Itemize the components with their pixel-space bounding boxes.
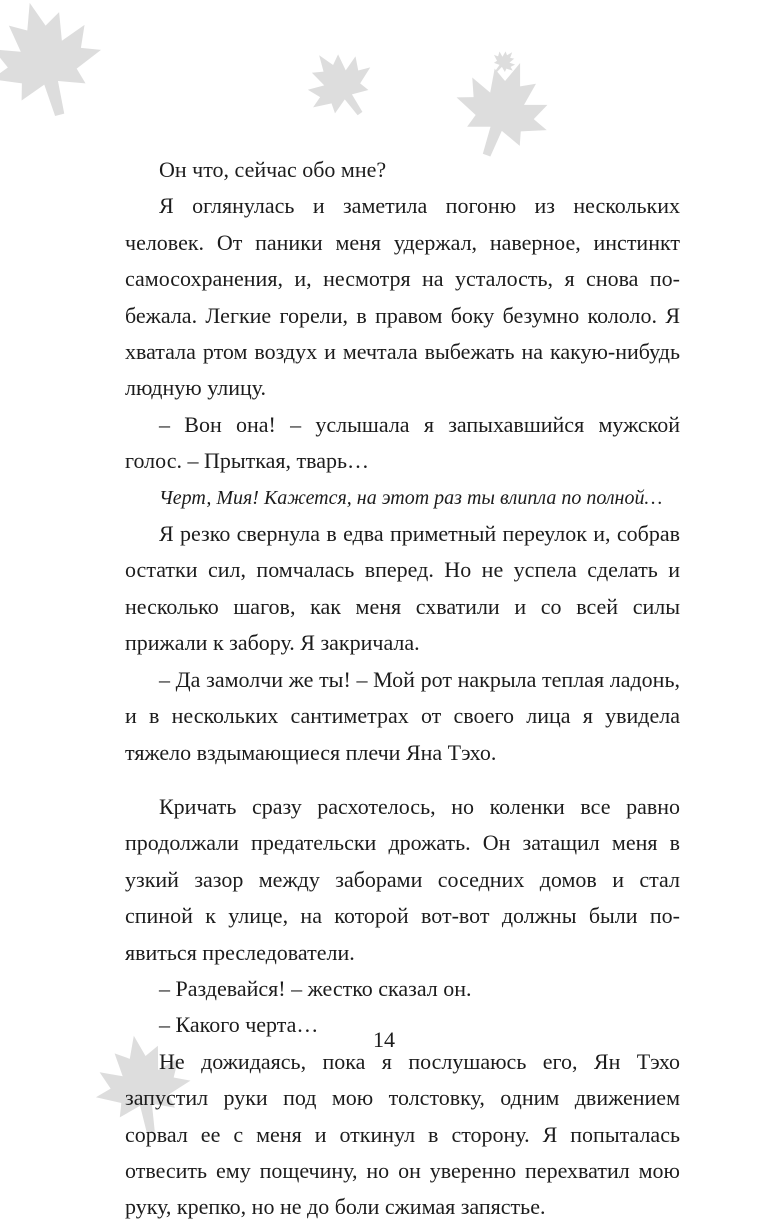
paragraph: Я оглянулась и заметила погоню из нескольких человек. От паники меня удержал, наверное, инстинкт самосохранения, и, несмотря на усталость, я снова побежала. Легкие горели, в правом боку безумно кололо. Я хватала ртом воздух и мечтала выбежать на какую-нибудь людную улицу.: [125, 193, 680, 401]
paragraph: Он что, сейчас обо мне?: [159, 157, 387, 182]
paragraph: – Вон она! – услышала я запыхавшийся мужской голос. – Прыткая, тварь…: [125, 411, 680, 474]
maple-leaf-icon: [0, 0, 110, 130]
maple-leaf-icon: [300, 45, 380, 125]
paragraph: Я резко свернула в едва приметный переулок и, собрав остатки сил, помчалась вперед. Но не успела сделать и несколько шагов, как меня схватили и со всей силы прижали к забору. Я закричала.: [125, 521, 680, 656]
paragraph: Кричать сразу расхотелось, но коленки все равно продолжали предательски дрожать. Он затащил меня в узкий зазор между заборами соседних домов и стал спиной к улице, на которой вот-вот должны были появиться преследователи.: [125, 793, 680, 965]
paragraph: – Раздевайся! – жестко сказал он.: [159, 975, 472, 1001]
book-text: [125, 152, 680, 1226]
paragraph: – Какого черта…: [159, 1012, 319, 1038]
paragraph-italic: Черт, Мия! Кажется, на этот раз ты влипла по полной…: [159, 486, 663, 509]
paragraph: – Да замолчи же ты! – Мой рот накрыла теплая ладонь, и в нескольких сантиметрах от своего лица я увидела тяжело вздымающиеся плечи Яна Тэхо.: [125, 666, 680, 765]
maple-leaf-icon: [490, 48, 518, 76]
paragraph: Не дожидаясь, пока я послушаюсь его, Ян Тэхо запустил руки под мою толстовку, одним движением сорвал ее с меня и откинул в сторону. Я попыталась отвесить ему пощечину, но он уверенно перехватил мою руку, крепко, но не до боли сжимая запястье.: [125, 1048, 680, 1220]
page-number: 14: [373, 1027, 395, 1052]
